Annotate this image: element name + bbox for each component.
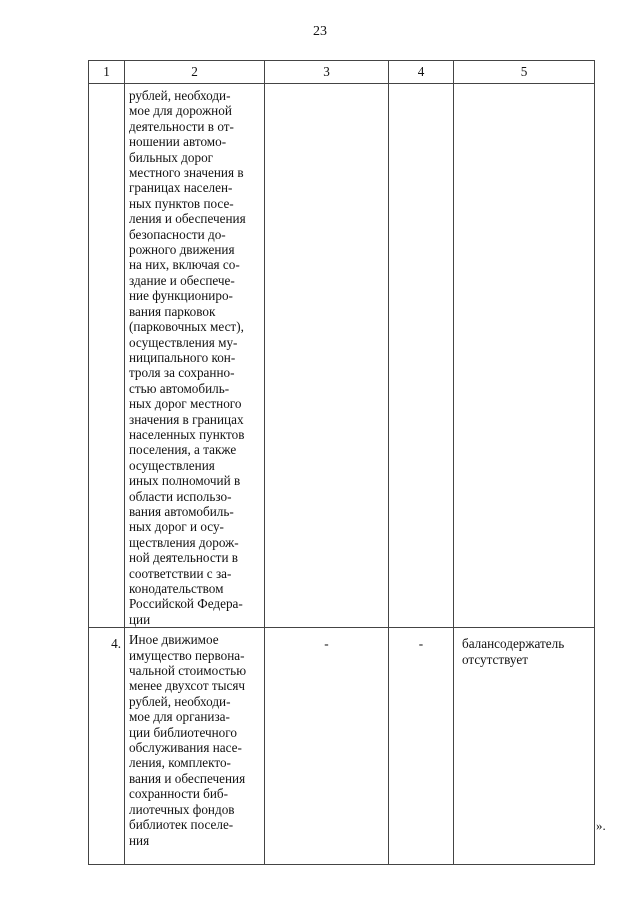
- text-line: ления и обеспечения: [129, 211, 246, 227]
- text-line: здание и обеспече-: [129, 272, 235, 288]
- text-line: стью автомобиль-: [129, 380, 230, 396]
- text-line: значения в границах: [129, 411, 244, 427]
- text-line: ществления дорож-: [129, 534, 239, 550]
- holder-cell: [454, 84, 595, 628]
- text-line: ние функциониро-: [129, 288, 233, 304]
- text-line: ной деятельности в: [129, 550, 239, 566]
- text-line: осуществления: [129, 457, 215, 473]
- text-line: местного значения в: [129, 165, 244, 181]
- text-line: лиотечных фондов: [129, 801, 235, 817]
- col4-cell: -: [389, 628, 454, 865]
- text-line: вания автомобиль-: [129, 503, 234, 519]
- text-line: на них, включая со-: [129, 257, 240, 273]
- text-line: ных дорог и осу-: [129, 519, 224, 535]
- text-line: троля за сохранно-: [129, 365, 235, 381]
- text-line: границах населен-: [129, 180, 233, 196]
- text-line: (парковочных мест),: [129, 319, 244, 335]
- table-row: [89, 628, 595, 865]
- holder-text: [462, 636, 590, 667]
- text-line: ных дорог местного: [129, 396, 242, 412]
- description-cell: [125, 628, 265, 865]
- table-row: [89, 84, 595, 628]
- text-line: отсутствует: [462, 651, 528, 667]
- text-line: иных полномочий в: [129, 473, 241, 489]
- col4-cell: [389, 84, 454, 628]
- text-line: осуществления му-: [129, 334, 238, 350]
- text-line: ления, комплекто-: [129, 755, 231, 771]
- header-col-2: 2: [125, 61, 265, 84]
- row-number-cell: 4.: [89, 628, 125, 865]
- text-line: мое для организа-: [129, 709, 230, 725]
- description-cell: [125, 84, 265, 628]
- header-col-4: 4: [389, 61, 454, 84]
- text-line: вания парковок: [129, 303, 216, 319]
- holder-cell: [454, 628, 595, 865]
- text-line: вания и обеспечения: [129, 770, 246, 786]
- header-col-5: 5: [454, 61, 595, 84]
- description-text: [129, 632, 261, 848]
- col3-cell: [265, 84, 389, 628]
- text-line: поселения, а также: [129, 442, 237, 458]
- page-number: 23: [313, 24, 327, 39]
- text-line: конодательством: [129, 581, 224, 596]
- text-line: библиотек поселе-: [129, 817, 234, 833]
- text-line: безопасности до-: [129, 226, 226, 242]
- table-header-row: [89, 61, 595, 84]
- text-line: ниципального кон-: [129, 349, 236, 365]
- text-line: ношении автомо-: [129, 134, 227, 150]
- text-line: обслуживания насе-: [129, 740, 242, 756]
- text-line: балансодержатель: [462, 636, 565, 652]
- property-table: [88, 60, 595, 865]
- text-line: сохранности биб-: [129, 786, 229, 802]
- text-line: ных пунктов посе-: [129, 195, 234, 211]
- text-line: ции: [129, 611, 151, 627]
- col3-cell: -: [265, 628, 389, 865]
- text-line: рожного движения: [129, 242, 235, 258]
- text-line: чальной стоимостью: [129, 663, 247, 679]
- text-line: бильных дорог: [129, 149, 214, 165]
- text-line: области использо-: [129, 488, 232, 504]
- text-line: менее двухсот тысяч: [129, 678, 246, 694]
- description-text: [129, 88, 261, 627]
- text-line: ния: [129, 832, 150, 848]
- text-line: деятельности в от-: [129, 118, 234, 134]
- text-line: имущество первона-: [129, 647, 245, 663]
- header-col-1: 1: [89, 61, 125, 84]
- text-line: мое для дорожной: [129, 103, 232, 119]
- text-line: рублей, необходи-: [129, 693, 231, 709]
- row-number-cell: [89, 84, 125, 628]
- text-line: Иное движимое: [129, 632, 219, 648]
- closing-quote-mark: ».: [596, 818, 606, 833]
- text-line: населенных пунктов: [129, 426, 245, 442]
- text-line: ции библиотечного: [129, 724, 237, 740]
- text-line: Российской Федера-: [129, 596, 243, 612]
- text-line: соответствии с за-: [129, 565, 232, 581]
- text-line: рублей, необходи-: [129, 88, 231, 103]
- header-col-3: 3: [265, 61, 389, 84]
